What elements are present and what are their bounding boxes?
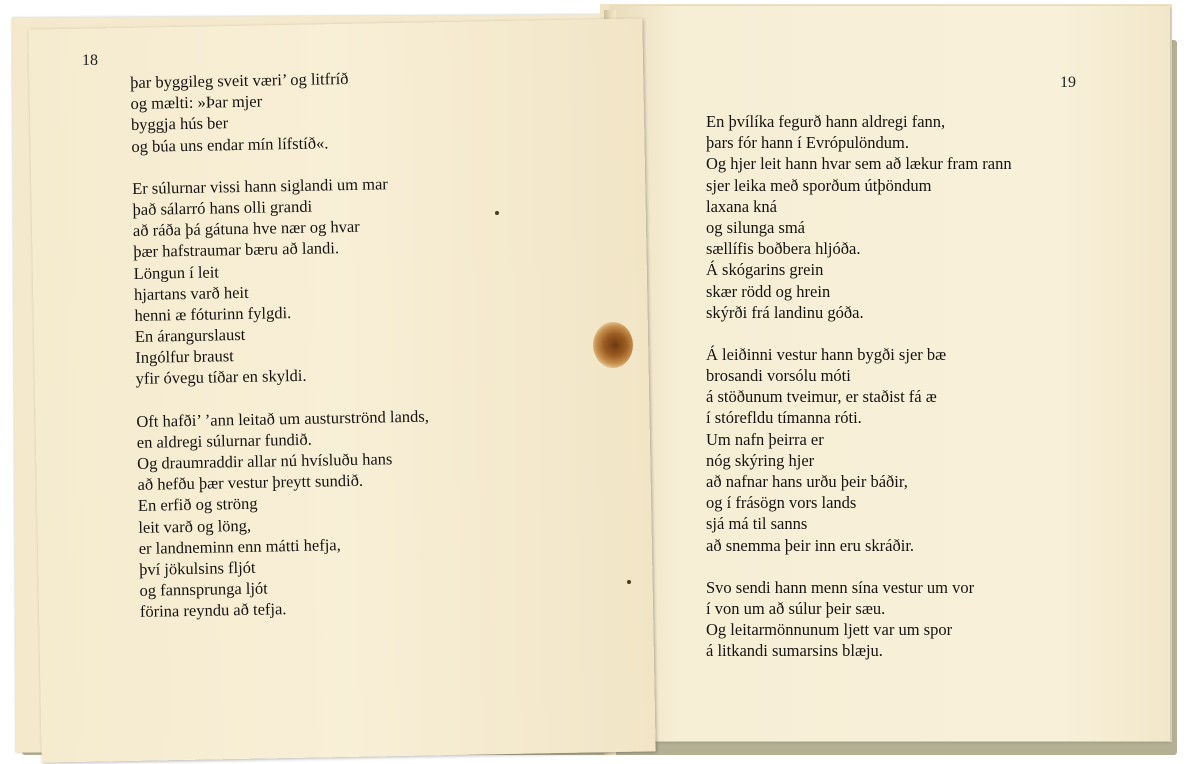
poem-line: Löngun í leit [133, 261, 220, 283]
burn-stain [593, 322, 633, 368]
poem-line: nóg skýring hjer [706, 450, 815, 470]
poem-line: Um nafn þeirra er [706, 429, 824, 449]
poem-line: Á skógarins grein [706, 260, 824, 280]
poem-line: laxana kná [706, 196, 778, 216]
poem-line: Og hjer leit hann hvar sem að lækur fram rann [706, 154, 1012, 174]
page-number-left: 18 [82, 52, 98, 69]
poem-line: og silunga smá [706, 217, 805, 237]
poem-line: Ingólfur braust [135, 346, 234, 368]
poem-line: og fannsprunga ljót [139, 578, 268, 601]
poem-line: förina reyndu að tefja. [139, 599, 287, 622]
poem-line: En þvílíka fegurð hann aldregi fann, [706, 112, 946, 131]
ink-speck [495, 211, 499, 215]
poem-line: á stöðunum tveimur, er staðist fá æ [706, 387, 937, 407]
ink-speck [627, 580, 631, 584]
poem-line: að snemma þeir inn eru skráðir. [706, 535, 915, 555]
poem-line: En árangurslaust [134, 324, 246, 347]
right-page-poem [706, 111, 1146, 683]
poem-line: byggja hús ber [130, 113, 229, 135]
poem-line: En erfið og ströng [137, 494, 258, 516]
poem-line: Svo sendi hann menn sína vestur um vor [706, 577, 975, 597]
poem-line: Og leitarmönnunum ljett var um spor [706, 620, 953, 640]
poem-line: þar byggileg sveit væri’ og litfríð [130, 68, 349, 92]
poem-line: sjá má til sanns [706, 514, 808, 534]
poem-line: Er súlurnar vissi hann siglandi um mar [131, 174, 388, 198]
stanza [136, 402, 620, 623]
page-number-right: 19 [1060, 74, 1076, 91]
poem-line: skýrði frá landinu góða. [706, 302, 864, 322]
poem-line: skær rödd og hrein [706, 281, 831, 301]
poem-line: en aldregi súlurnar fundið. [136, 429, 312, 452]
poem-line: Oft hafði’ ’ann leitað um austurströnd lands, [136, 406, 430, 431]
stanza [706, 344, 1146, 556]
poem-line: að nafnar hans urðu þeir báðir, [706, 472, 908, 491]
left-page-poem [130, 63, 620, 643]
poem-line: hjartans varð heit [133, 282, 249, 304]
poem-line: er landneminn enn mátti hefja, [138, 534, 341, 558]
stanza [130, 63, 611, 157]
stanza [132, 169, 616, 390]
poem-line: því jökulsins fljót [138, 557, 256, 579]
poem-line: leit varð og löng, [138, 515, 252, 537]
poem-line: og í frásögn vors lands [706, 493, 857, 513]
poem-line: á litkandi sumarsins blæju. [706, 641, 883, 661]
poem-line: það sálarró hans olli grandi [132, 196, 313, 219]
stanza [706, 577, 1146, 662]
poem-line: í stórefldu tímanna róti. [706, 408, 862, 428]
poem-line: og búa uns endar mín lífstíð«. [131, 132, 329, 156]
poem-line: Og draumraddir allar nú hvísluðu hans [137, 449, 393, 473]
poem-line: í von um að súlur þeir sæu. [706, 598, 886, 618]
poem-line: Á leiðinni vestur hann bygði sjer bæ [706, 344, 947, 364]
poem-line: sællífis boðbera hljóða. [706, 239, 861, 259]
poem-line: brosandi vorsólu móti [706, 366, 851, 386]
poem-line: henni æ fóturinn fylgdi. [134, 302, 292, 325]
poem-line: og mælti: »Þar mjer [130, 91, 263, 114]
stanza [706, 111, 1146, 323]
poem-line: yfir óvegu tíðar en skyldi. [135, 366, 307, 389]
poem-line: þær hafstraumar bæru að landi. [133, 238, 340, 262]
poem-line: að hefðu þær vestur þreytt sundið. [137, 470, 364, 495]
poem-line: þars fór hann í Evrópulöndum. [706, 133, 910, 153]
poem-line: að ráða þá gátuna hve nær og hvar [132, 216, 360, 241]
poem-line: sjer leika með sporðum útþöndum [706, 175, 932, 195]
